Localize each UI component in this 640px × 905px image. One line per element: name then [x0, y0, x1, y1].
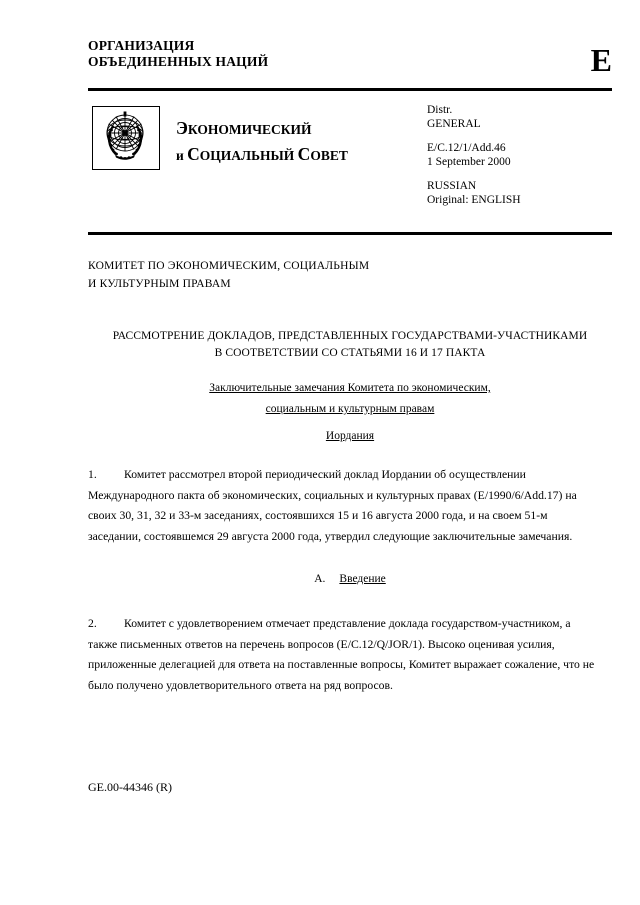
- header-divider-bottom: [88, 232, 612, 235]
- paragraph-1-number: 1.: [88, 468, 97, 481]
- council-title-line2: и СОЦИАЛЬНЫЙ СОВЕТ: [176, 144, 348, 164]
- document-subtitle-line1: Заключительные замечания Комитета по экономическим,: [209, 382, 491, 394]
- paragraph-1-text: Комитет рассмотрел второй периодический доклад Иордании об осуществлении Международного пакта об экономических, социальных и культурных правах (E/1990/6/Add.17) на своих 30, 31, 32 и 33-м заседаниях, состоявшихся 15 и 16 августа 2000 года, и на своем 51-м заседании, состоявшемся 29 августа 2000 года, утвердил следующие заключительные замечания.: [88, 468, 577, 543]
- language-group: [427, 180, 521, 207]
- organization-name-line2: ОБЪЕДИНЕННЫХ НАЦИЙ: [88, 53, 269, 69]
- header-divider-top: [88, 88, 612, 91]
- document-subtitle-line2: социальным и культурным правам: [265, 403, 435, 415]
- distribution-group: [427, 104, 521, 131]
- distr-label: Distr.: [427, 104, 453, 116]
- masthead: [88, 38, 612, 78]
- section-a-heading: [88, 573, 612, 585]
- document-date: 1 September 2000: [427, 155, 511, 168]
- document-heading-line1: РАССМОТРЕНИЕ ДОКЛАДОВ, ПРЕДСТАВЛЕННЫХ ГОСУДАРСТВАМИ-УЧАСТНИКАМИ: [112, 330, 588, 342]
- council-title-line1: ЭКОНОМИЧЕСКИЙ: [176, 118, 312, 138]
- organization-name: [88, 38, 612, 69]
- country-name-text: Иордания: [325, 430, 375, 442]
- document-symbol-code: E/C.12/1/Add.46: [427, 142, 506, 154]
- paragraph-2: [88, 614, 600, 696]
- country-name: [88, 430, 612, 442]
- paragraph-2-number: 2.: [88, 617, 97, 630]
- distribution-block: [427, 104, 521, 207]
- distr-value: GENERAL: [427, 117, 481, 130]
- committee-name: [88, 257, 558, 293]
- paragraph-2-text: Комитет с удовлетворением отмечает представление доклада государством-участником, а также письменных ответов на перечень вопросов (E/C.12/Q/JOR/1). Высоко оценивая усилия, приложенные делегацией для ответа на поставленные вопросы, Комитет выражает сожаление, что не было получено удовлетворительного ответа на ряд вопросов.: [88, 617, 595, 692]
- document-original-language: Original: ENGLISH: [427, 193, 521, 206]
- committee-name-line1: КОМИТЕТ ПО ЭКОНОМИЧЕСКИМ, СОЦИАЛЬНЫМ: [88, 260, 370, 272]
- organization-name-line1: ОРГАНИЗАЦИЯ: [88, 38, 195, 53]
- document-language: RUSSIAN: [427, 180, 477, 192]
- un-emblem-graphic: [93, 107, 157, 167]
- document-subtitle: [88, 378, 612, 420]
- un-emblem: [92, 106, 160, 170]
- footer-job-number: GE.00-44346 (R): [88, 780, 172, 794]
- document-heading-line2: В СООТВЕТСТВИИ СО СТАТЬЯМИ 16 И 17 ПАКТА: [214, 347, 486, 359]
- section-a-name: Введение: [339, 573, 386, 585]
- committee-name-line2: И КУЛЬТУРНЫМ ПРАВАМ: [88, 278, 231, 290]
- council-title: [176, 116, 426, 168]
- symbol-group: [427, 142, 521, 169]
- document-symbol-letter: E: [590, 42, 612, 78]
- paragraph-1: [88, 465, 600, 547]
- section-a-letter: A.: [314, 573, 326, 585]
- document-heading: [88, 328, 612, 362]
